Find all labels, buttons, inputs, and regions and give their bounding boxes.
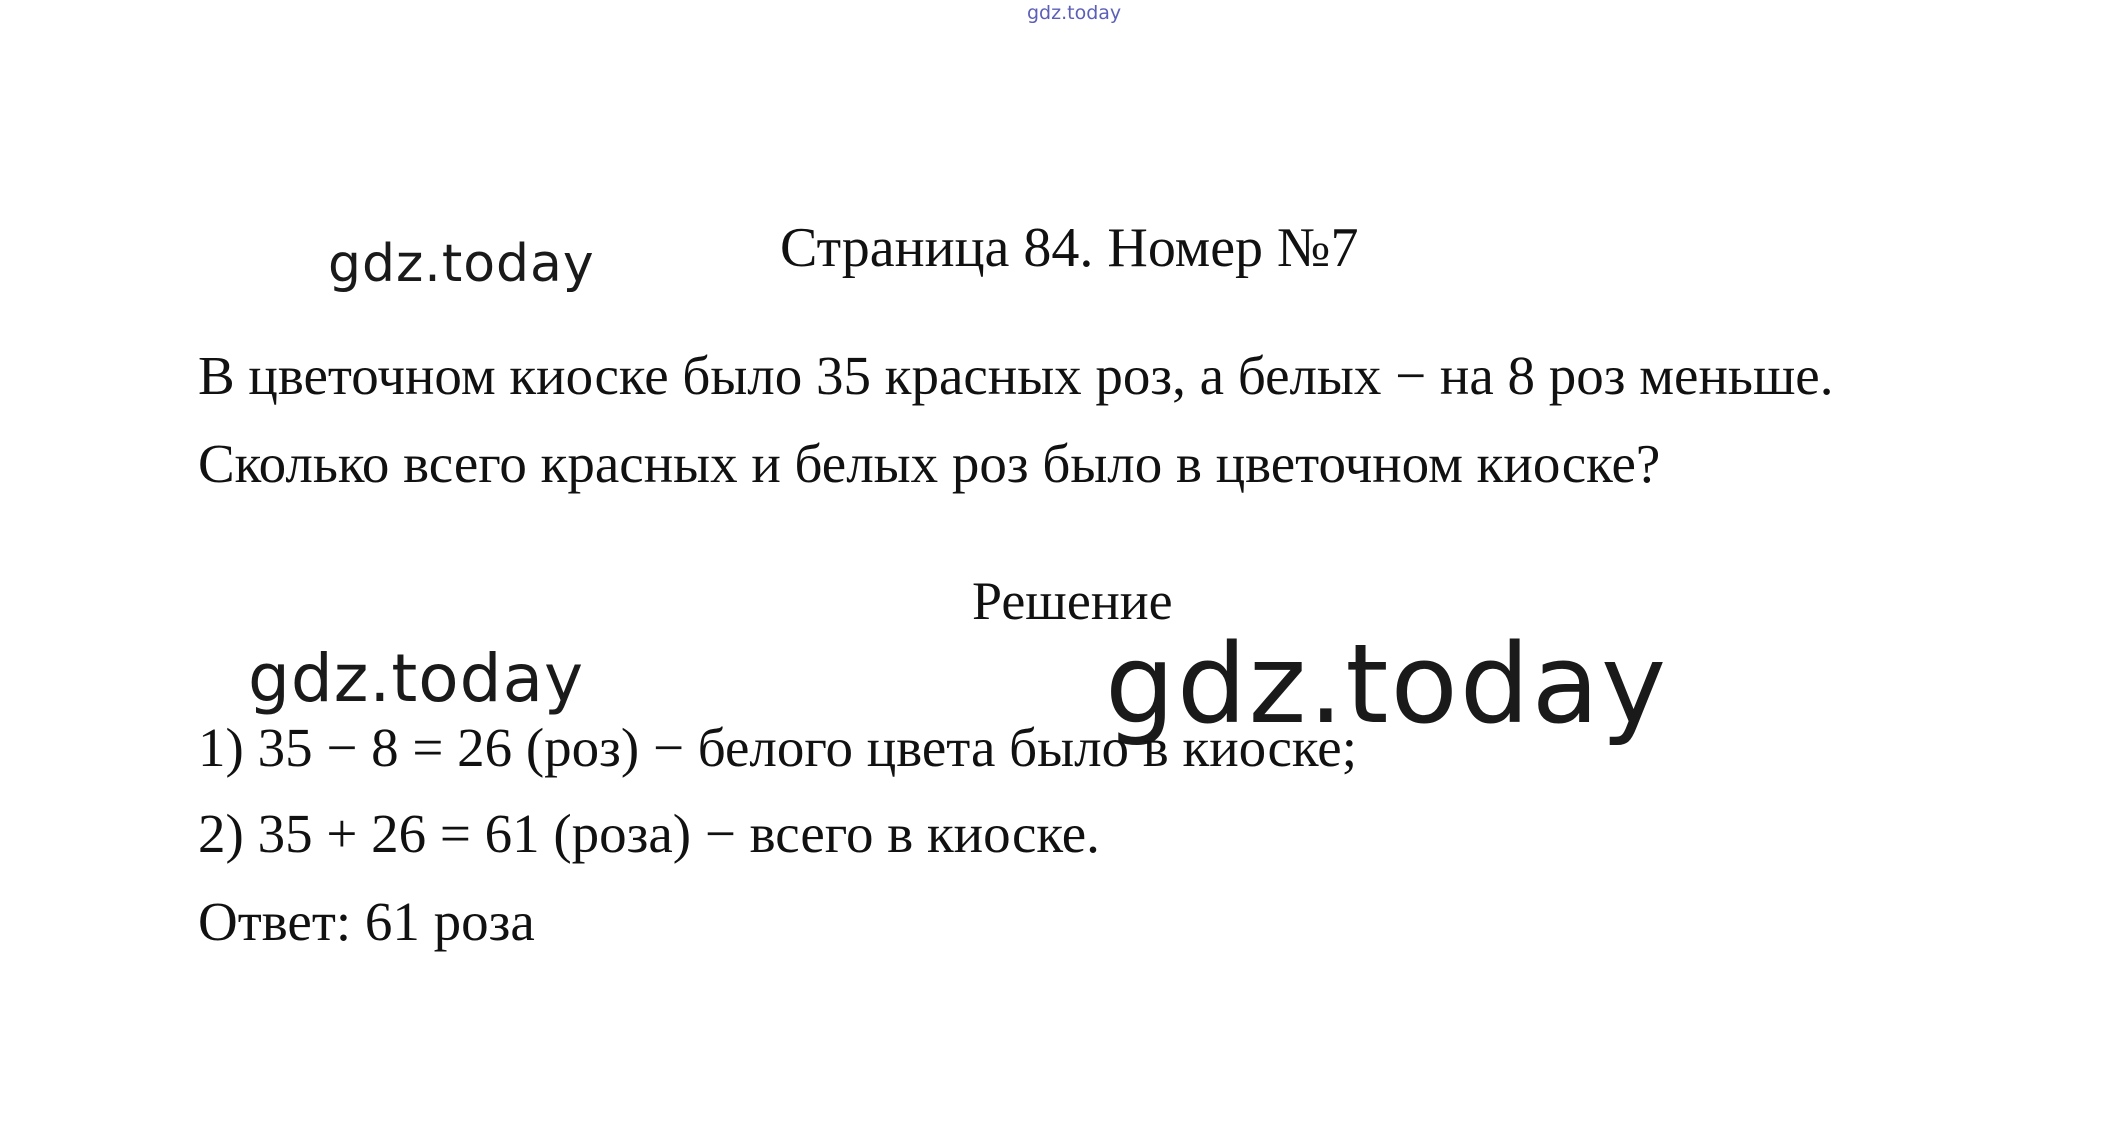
watermark-top: gdz.today: [1027, 2, 1122, 24]
watermark-center-large: gdz.today: [1105, 620, 1669, 748]
problem-line-1: В цветочном киоске было 35 красных роз, а белых − на 8 роз меньше.: [198, 345, 1834, 406]
solution-answer: Ответ: 61 роза: [198, 891, 535, 952]
watermark-left-lower: gdz.today: [248, 640, 585, 717]
page-title: Страница 84. Номер №7: [780, 217, 1359, 279]
solution-step-2: 2) 35 + 26 = 61 (роза) − всего в киоске.: [198, 803, 1100, 864]
solution-heading: Решение: [972, 571, 1173, 631]
solution-step-1: 1) 35 − 8 = 26 (роз) − белого цвета было в киоске;: [198, 717, 1357, 778]
watermark-left-upper: gdz.today: [328, 234, 595, 294]
problem-line-2: Сколько всего красных и белых роз было в цветочном киоске?: [198, 433, 1661, 494]
